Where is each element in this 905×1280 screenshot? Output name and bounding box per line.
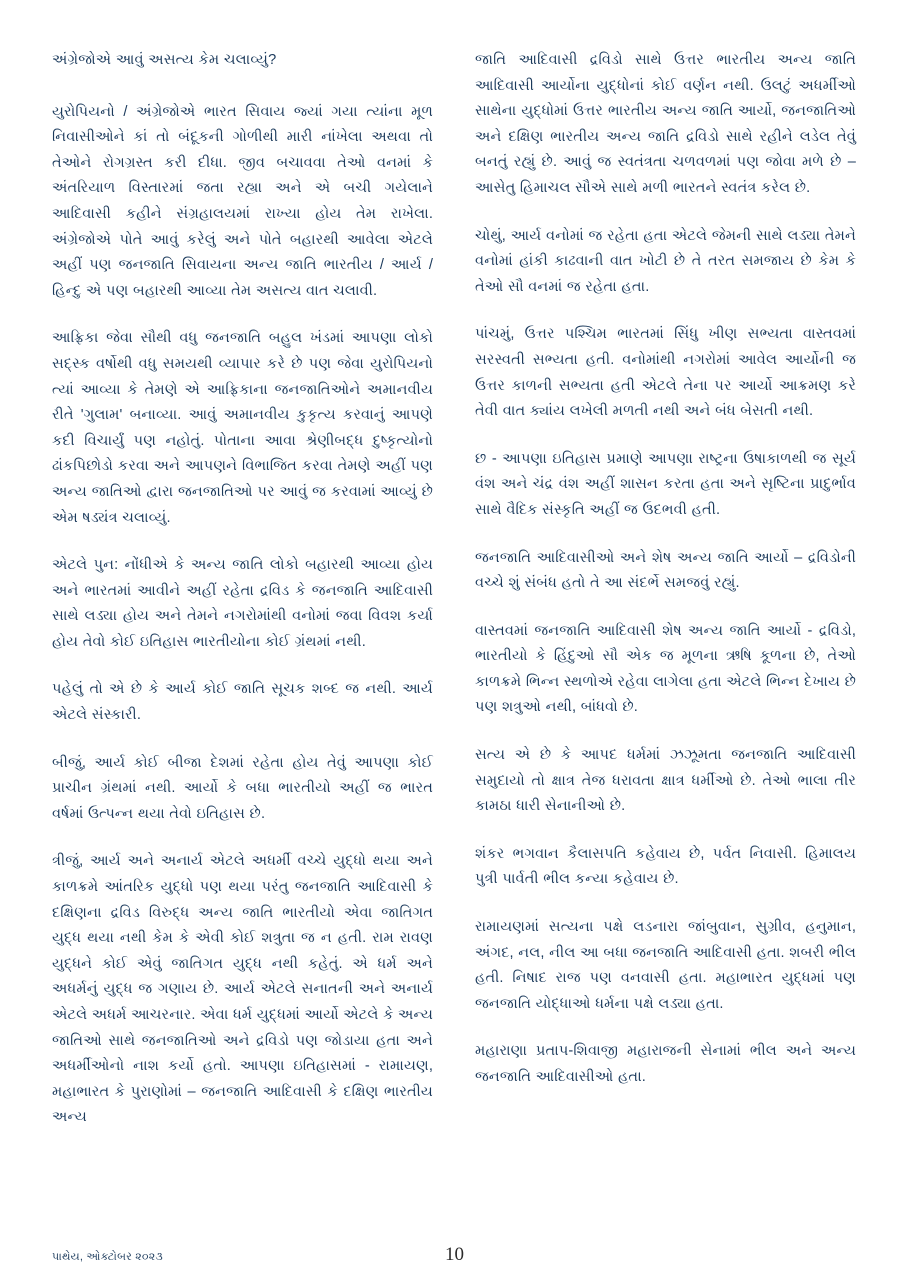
paragraph: બીજું, આર્ય કોઈ બીજા દેશમાં રહેતા હોય તેવું આપણા કોઈ પ્રાચીન ગ્રંથમાં નથી. આર્યો કે બધા ભારતીયો અહીં જ ભારત વર્ષમાં ઉત્પન્ન થયા તેવો ઇતિહાસ છે.	[52, 754, 433, 822]
paragraph: સત્ય એ છે કે આપદ ધર્મમાં ઝઝૂમતા જનજાતિ આદિવાસી સમુદાયો તો ક્ષાત્ર તેજ ધરાવતા ક્ષાત્ર ધર્મીઓ છે. તેઓ ભાલા તીર કામઠા ધારી સેનાનીઓ છે.	[475, 747, 856, 815]
paragraph: છ - આપણા ઇતિહાસ પ્રમાણે આપણા રાષ્ટ્રના ઉષાકાળથી જ સૂર્ય વંશ અને ચંદ્ર વંશ અહીં શાસન કરતા હતા અને સૃષ્ટિના પ્રાદુર્ભાવ સાથે વૈદિક સંસ્કૃતિ અહીં જ ઉદભવી હતી.	[475, 450, 856, 518]
paragraph: જનજાતિ આદિવાસીઓ અને શેષ અન્ય જાતિ આર્યો – દ્રવિડોની વચ્ચે શું સંબંધ હતો તે આ સંદર્ભે સમજવું રહ્યું.	[475, 549, 856, 592]
page-footer	[52, 1242, 857, 1264]
column-left	[52, 48, 433, 1216]
paragraph: પાંચમું, ઉત્તર પશ્ચિમ ભારતમાં સિંધુ ખીણ સભ્યતા વાસ્તવમાં સરસ્વતી સભ્યતા હતી. વનોમાંથી નગરોમાં આવેલ આર્યોની જ ઉત્તર કાળની સભ્યતા હતી એટલે તેના પર આર્યો આક્રમણ કરે તેવી વાત ક્યાંય લખેલી મળતી નથી અને બંધ બેસતી નથી.	[475, 326, 856, 420]
column-right	[475, 48, 856, 1216]
paragraph: એટલે પુન: નોંધીએ કે અન્ય જાતિ લોકો બહારથી આવ્યા હોય અને ભારતમાં આવીને અહીં રહેતા દ્રવિડ કે જનજાતિ આદિવાસી સાથે લડ્યા હોય અને તેમને નગરોમાંથી વનોમાં જવા વિવશ કર્યા હોય તેવો કોઈ ઇતિહાસ ભારતીયોના કોઈ ગ્રંથમાં નથી.	[52, 557, 433, 650]
paragraph: આફ્રિકા જેવા સૌથી વધુ જનજાતિ બહુલ ખંડમાં આપણા લોકો સદ્સ્ક વર્ષોથી વધુ સમયથી વ્યાપાર કરે છે પણ જેવા યુરોપિયનો ત્યાં આવ્યા કે તેમણે એ આફ્રિકાના જનજાતિઓને અમાનવીય રીતે 'ગુલામ' બનાવ્યા. આવું અમાનવીય કુકૃત્ય કરવાનું આપણે કદી વિચાર્યું પણ નહોતું. પોતાના આવા શ્રેણીબદ્ધ દુષ્કૃત્યોનો ઢાંકપિછોડો કરવા અને આપણને વિભાજિત કરવા તેમણે અહીં પણ અન્ય જાતિઓ દ્વારા જનજાતિઓ પર આવું જ કરવામાં આવ્યું છે એમ ષડ્યંત્ર ચલાવ્યું.	[52, 330, 433, 526]
paragraph: શંકર ભગવાન કૈલાસપતિ કહેવાય છે, પર્વત નિવાસી. હિમાલય પુત્રી પાર્વતી ભીલ કન્યા કહેવાય છે.	[475, 845, 856, 888]
footer-publication-note: પાથેય, ઓક્ટોબર ૨૦૨૩	[52, 1251, 163, 1263]
paragraph: વાસ્તવમાં જનજાતિ આદિવાસી શેષ અન્ય જાતિ આર્યો - દ્રવિડો, ભારતીયો કે હિંદુઓ સૌ એક જ મૂળના ઋષિ કૂળના છે, તેઓ કાળક્રમે ભિન્ન સ્થળોએ રહેવા લાગેલા હતા એટલે ભિન્ન દેખાય છે પણ શત્રુઓ નથી, બાંધવો છે.	[475, 622, 856, 716]
paragraph: જાતિ આદિવાસી દ્રવિડો સાથે ઉત્તર ભારતીય અન્ય જાતિ આદિવાસી આર્યોના યુદ્ધોનાં કોઈ વર્ણન નથી. ઉલટું અધર્મીઓ સાથેના યુદ્ધોમાં ઉત્તર ભારતીય અન્ય જાતિ આર્યો, જનજાતિઓ અને દક્ષિણ ભારતીય અન્ય જાતિ દ્રવિડો સાથે રહીને લડેલ તેવું બનતું રહ્યું છે. આવું જ સ્વતંત્રતા ચળવળમાં પણ જોવા મળે છે – આસેતુ હિમાચલ સૌએ સાથે મળી ભારતને સ્વતંત્ર કરેલ છે.	[475, 52, 856, 196]
two-column-body	[52, 48, 857, 1216]
paragraph: રામાયણમાં સત્યના પક્ષે લડનારા જાંબુવાન, સુગ્રીવ, હનુમાન, અંગદ, નલ, નીલ આ બધા જનજાતિ આદિવાસી હતા. શબરી ભીલ હતી. નિષાદ રાજ પણ વનવાસી હતા. મહાભારત યુદ્ધમાં પણ જનજાતિ યોદ્ધાઓ ધર્મના પક્ષે લડ્યા હતા.	[475, 919, 856, 1012]
paragraph: યુરોપિયનો / અંગ્રેજોએ ભારત સિવાય જ્યાં ગયા ત્યાંના મૂળ નિવાસીઓને કાં તો બંદૂકની ગોળીથી મારી નાંખેલા અથવા તો તેઓને રોગગ્રસ્ત કરી દીધા. જીવ બચાવવા તેઓ વનમાં કે અંતરિયાળ વિસ્તારમાં જતા રહ્યા અને એ બચી ગયેલાને આદિવાસી કહીને સંગ્રહાલયમાં રાખ્યા હોય તેમ રાખેલા. અંગ્રેજોએ પોતે આવું કરેલું અને પોતે બહારથી આવેલા એટલે અહીં પણ જનજાતિ સિવાયના અન્ય જાતિ ભારતીય / આર્ય / હિન્દુ એ પણ બહારથી આવ્યા તેમ અસત્ય વાત ચલાવી.	[52, 103, 433, 299]
paragraph: મહારાણા પ્રતાપ-શિવાજી મહારાજની સેનામાં ભીલ અને અન્ય જનજાતિ આદિવાસીઓ હતા.	[475, 1043, 856, 1085]
paragraph: અંગ્રેજોએ આવું અસત્ય કેમ ચલાવ્યું?	[52, 52, 277, 68]
paragraph: ચોથું, આર્ય વનોમાં જ રહેતા હતા એટલે જેમની સાથે લડ્યા તેમને વનોમાં હાંકી કાઢવાની વાત ખોટી છે તે તરત સમજાય છે કેમ કે તેઓ સૌ વનમાં જ રહેતા હતા.	[475, 227, 856, 295]
paragraph: પહેલું તો એ છે કે આર્ય કોઈ જાતિ સૂચક શબ્દ જ નથી. આર્ય એટલે સંસ્કારી.	[52, 681, 433, 724]
page-number: 10	[445, 1244, 464, 1265]
paragraph: ત્રીજું, આર્ય અને અનાર્ય એટલે અધર્મી વચ્ચે યુદ્ધો થયા અને કાળક્રમે આંતરિક યુદ્ધો પણ થયા પરંતુ જનજાતિ આદિવાસી કે દક્ષિણના દ્રવિડ વિરુદ્ધ અન્ય જાતિ ભારતીયો એવા જાતિગત યુદ્ધ થયા નથી કેમ કે એવી કોઈ શત્રુતા જ ન હતી. રામ રાવણ યુદ્ધને કોઈ એવું જાતિગત યુદ્ધ નથી કહેતું. એ ધર્મ અને અધર્મનું યુદ્ધ જ ગણાય છે. આર્ય એટલે સનાતની અને અનાર્ય એટલે અધર્મ આચરનાર. એવા ધર્મ યુદ્ધમાં આર્યો એટલે કે અન્ય જાતિઓ સાથે જનજાતિઓ અને દ્રવિડો પણ જોડાયા હતા અને અધર્મીઓનો નાશ કર્યો હતો. આપણા ઇતિહાસમાં - રામાયણ, મહાભારત કે પુરાણોમાં – જનજાતિ આદિવાસી કે દક્ષિણ ભારતીય અન્ય	[52, 853, 433, 1126]
